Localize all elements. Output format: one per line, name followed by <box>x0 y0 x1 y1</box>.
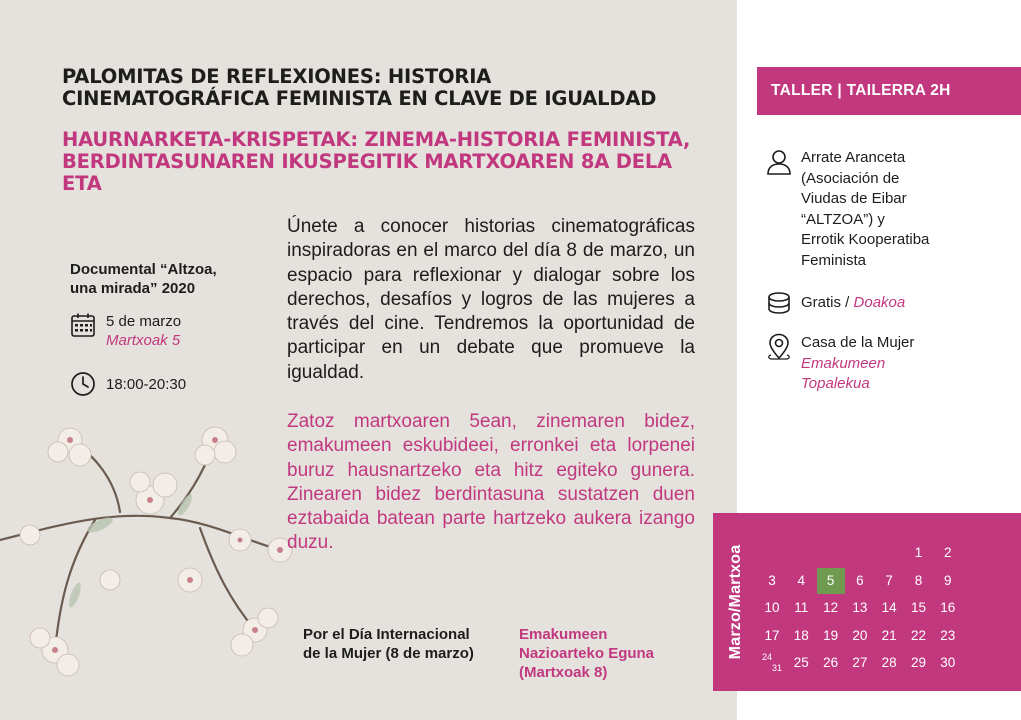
title-spanish: PALOMITAS DE REFLEXIONES: HISTORIA CINEMATOGRÁFICA FEMINISTA EN CLAVE DE IGUALDAD <box>62 65 657 110</box>
location-row <box>765 333 971 395</box>
documentary-title: Documental “Altzoa, una mirada” 2020 <box>70 261 217 297</box>
cherry-blossom-illustration <box>0 400 300 720</box>
calendar-day: 2 <box>944 545 952 560</box>
calendar-day: 11 <box>794 600 809 615</box>
calendar-day: 20 <box>852 627 868 643</box>
coins-icon <box>765 290 793 318</box>
organizer-line: (Asociación de <box>801 169 900 187</box>
calendar-day: 18 <box>793 627 809 643</box>
place-spanish: Casa de la Mujer <box>801 334 915 351</box>
title-basque: HAURNARKETA-KRISPETAK: ZINEMA-HISTORIA FEMINISTA, BERDINTASUNAREN IKUSPEGITIK MARTXOAREN 8A DELA ETA <box>62 128 691 195</box>
time-row <box>70 371 186 397</box>
organizer-line: Feminista <box>801 251 867 269</box>
calendar-day: 24 31 <box>762 652 782 673</box>
calendar-day: 15 <box>910 600 927 615</box>
price-spanish: Gratis / <box>801 294 854 311</box>
international-day-spanish: Por el Día Internacional de la Mujer (8 de marzo) <box>303 626 474 662</box>
calendar-day: 12 <box>823 600 839 615</box>
price-basque: Doakoa <box>853 294 906 311</box>
calendar-day: 19 <box>823 627 839 643</box>
calendar-day: 6 <box>856 572 864 588</box>
organizer-row <box>765 148 971 271</box>
calendar-day: 4 <box>797 572 806 588</box>
calendar-day: 30 <box>940 655 956 670</box>
place-basque: Emakumeen <box>801 354 886 372</box>
description-basque: Zatoz martxoaren 5ean, zinemaren bidez, emakumeen eskubideei, erronkei eta lorpenei buruz hausnartzeko eta hitz egiteko gunera. Zinearen bidez berdintasuna sustatzen duen eztabaida batean parte hartzeko aukera izango duzu. <box>287 411 695 554</box>
calendar-day: 10 <box>764 600 780 615</box>
calendar-day: 26 <box>823 655 839 670</box>
calendar-day: 25 <box>793 655 809 670</box>
calendar-day: 28 <box>881 655 897 670</box>
organizer-line: Arrate Aranceta <box>801 149 906 166</box>
person-icon <box>765 148 793 176</box>
calendar-day: 5 <box>817 568 845 594</box>
clock-icon <box>70 371 96 397</box>
place-basque: Topalekua <box>801 375 870 392</box>
date-spanish: 5 de marzo <box>106 313 182 330</box>
organizer-line: “ALTZOA”) y <box>801 210 885 228</box>
calendar-day: 16 <box>940 600 956 615</box>
calendar-day: 23 <box>940 627 956 643</box>
location-pin-icon <box>765 333 793 361</box>
organizer-line: Errotik Kooperatiba <box>801 231 930 248</box>
calendar-day: 7 <box>885 572 893 588</box>
calendar-day: 3 <box>768 572 776 588</box>
calendar-day: 1 <box>914 545 923 560</box>
calendar-day: 29 <box>910 655 927 670</box>
description-spanish: Únete a conocer historias cinematográficas inspiradoras en el marco del día 8 de marzo, un espacio para reflexionar y dialogar sobre los derechos, desafíos y logros de las mujeres a través del cine. Tendremos la oportunidad de participar en un debate que promueve la igualdad. <box>287 216 695 383</box>
calendar-day: 9 <box>944 572 952 588</box>
calendar-month: Marzo/Martxoa <box>727 544 744 660</box>
calendar-day: 14 <box>881 600 897 615</box>
date-basque: Martxoak 5 <box>106 332 181 349</box>
date-row <box>70 312 181 350</box>
calendar-day: 13 <box>852 600 868 615</box>
international-day-basque: Emakumeen Nazioarteko Eguna (Martxoak 8) <box>519 626 655 681</box>
time-text: 18:00-20:30 <box>106 376 187 393</box>
calendar-day: 8 <box>914 572 923 588</box>
calendar-day: 17 <box>764 627 780 643</box>
organizer-line: Viudas de Eibar <box>801 190 907 207</box>
calendar-day: 27 <box>852 655 868 670</box>
calendar-icon <box>70 312 96 338</box>
price-row <box>765 290 971 318</box>
calendar-day: 22 <box>910 627 927 643</box>
calendar-day: 21 <box>881 627 897 643</box>
workshop-badge: TALLER | TAILERRA 2H <box>757 67 1021 115</box>
